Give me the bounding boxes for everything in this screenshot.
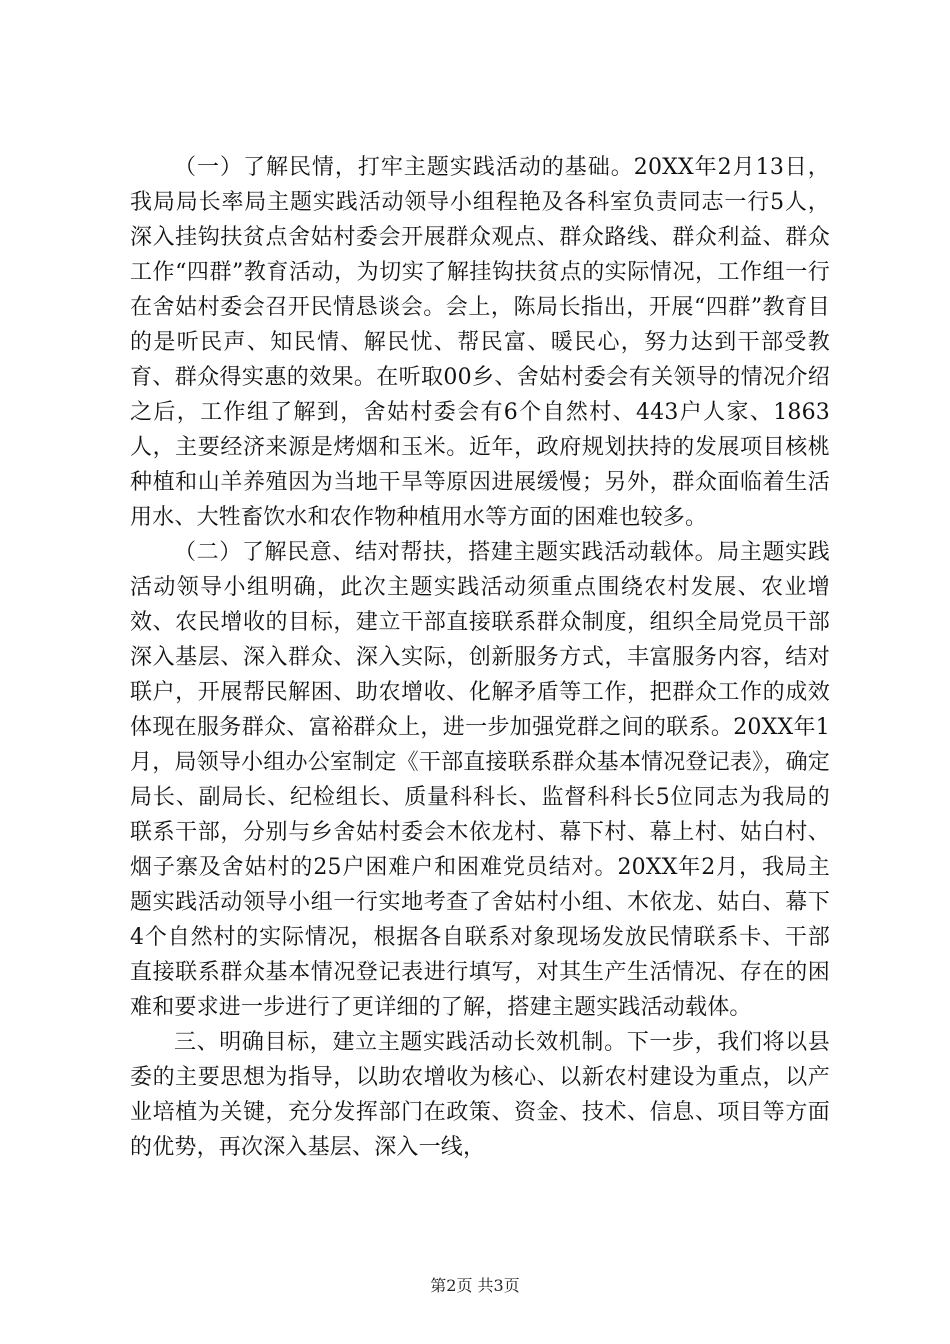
paragraph-long-term-mechanism: 三、明确目标，建立主题实践活动长效机制。下一步，我们将以县委的主要思想为指导，以助农增收为核心、以新农村建设为重点，以产业培植为关键，充分发挥部门在政策、资金、技术、信息、项目等方面的优势，再次深入基层、深入一线， — [130, 1030, 830, 1160]
page-footer: 第2页 共3页 — [430, 1276, 520, 1295]
paragraph-understand-people: （一）了解民情，打牢主题实践活动的基础。20XX年2月13日，我局局长率局主题实践活动领导小组程艳及各科室负责同志一行5人，深入挂钩扶贫点舍姑村委会开展群众观点、群众路线、群众利益、群众工作“四群”教育活动，为切实了解挂钩扶贫点的实际情况，工作组一行在舍姑村委会召开民情恳谈会。会上，陈局长指出，开展“四群”教育目的是听民声、知民情、解民忧、帮民富、暖民心，努力达到干部受教育、群众得实惠的效果。在听取00乡、舍姑村委会有关领导的情况介绍之后，工作组了解到，舍姑村委会有6个自然村、443户人家、1863人，主要经济来源是烤烟和玉米。近年，政府规划扶持的发展项目核桃种植和山羊养殖因为当地干旱等原因进展缓慢；另外，群众面临着生活用水、大牲畜饮水和农作物种植用水等方面的困难也较多。 — [130, 155, 830, 530]
paragraph-pairing-assistance: （二）了解民意、结对帮扶，搭建主题实践活动载体。局主题实践活动领导小组明确，此次主题实践活动须重点围绕农村发展、农业增效、农民增收的目标，建立干部直接联系群众制度，组织全局党员干部深入基层、深入群众、深入实际，创新服务方式，丰富服务内容，结对联户，开展帮民解困、助农增收、化解矛盾等工作，把群众工作的成效体现在服务群众、富裕群众上，进一步加强党群之间的联系。20XX年1月，局领导小组办公室制定《干部直接联系群众基本情况登记表》，确定局长、副局长、纪检组长、质量科科长、监督科科长5位同志为我局的联系干部，分别与乡舍姑村委会木依龙村、幕下村、幕上村、姑白村、烟子寨及舍姑村的25户困难户和困难党员结对。20XX年2月，我局主题实践活动领导小组一行实地考查了舍姑村小组、木依龙、姑白、幕下4个自然村的实际情况，根据各自联系对象现场发放民情联系卡、干部直接联系群众基本情况登记表进行填写，对其生产生活情况、存在的困难和要求进一步进行了更详细的了解，搭建主题实践活动载体。 — [130, 540, 830, 1020]
body-text — [130, 150, 830, 1165]
